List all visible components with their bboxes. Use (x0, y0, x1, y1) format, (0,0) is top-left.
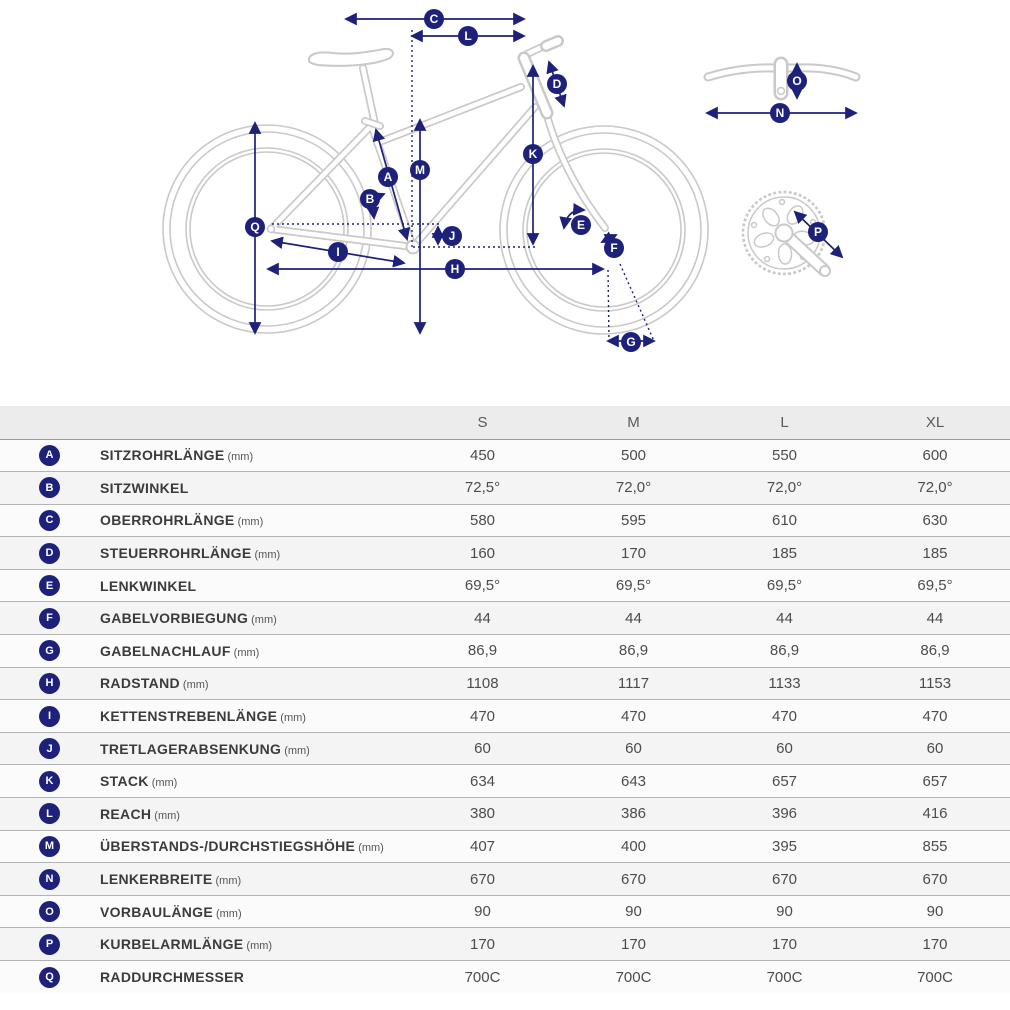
rear-dropout (268, 226, 275, 233)
row-badge-q-icon: Q (39, 967, 60, 988)
value-cell: 386 (558, 798, 709, 831)
value-cell: 630 (860, 504, 1010, 537)
svg-text:F: F (610, 241, 618, 255)
row-label-cell (0, 928, 407, 961)
badge-a-icon (378, 167, 398, 187)
value-cell: 670 (558, 863, 709, 896)
row-label-cell (0, 667, 407, 700)
row-label-cell (0, 569, 407, 602)
row-badge-d-icon: D (39, 543, 60, 564)
value-cell: 670 (860, 863, 1010, 896)
row-label-cell (0, 765, 407, 798)
svg-text:O: O (792, 74, 802, 88)
value-cell: 657 (709, 765, 860, 798)
table-row (0, 798, 1010, 831)
value-cell: 407 (407, 830, 558, 863)
row-label-cell (0, 537, 407, 570)
value-cell: 90 (709, 895, 860, 928)
badge-c-icon (424, 9, 444, 29)
row-badge-k-icon: K (39, 771, 60, 792)
badge-i-icon (328, 242, 348, 262)
row-badge-f-icon: F (39, 608, 60, 629)
value-cell: 60 (558, 732, 709, 765)
row-unit: (mm) (237, 516, 264, 529)
badge-g-icon (621, 332, 641, 352)
row-label: KETTENSTREBENLÄNGE (mm) (100, 708, 306, 725)
column-header-s: S (407, 406, 558, 439)
value-cell: 44 (407, 602, 558, 635)
row-label-cell (0, 830, 407, 863)
table-row (0, 635, 1010, 668)
svg-text:D: D (552, 77, 562, 91)
value-cell: 470 (407, 700, 558, 733)
value-cell: 643 (558, 765, 709, 798)
row-label: KURBELARMLÄNGE (mm) (100, 936, 273, 953)
value-cell: 44 (558, 602, 709, 635)
row-label-cell (0, 504, 407, 537)
value-cell: 700C (407, 961, 558, 994)
value-cell: 580 (407, 504, 558, 537)
row-unit: (mm) (233, 646, 260, 659)
row-label: LENKERBREITE (mm) (100, 871, 242, 888)
value-cell: 400 (558, 830, 709, 863)
row-badge-a-icon: A (39, 445, 60, 466)
badge-o-icon (787, 71, 807, 91)
column-header-m: M (558, 406, 709, 439)
value-cell: 700C (558, 961, 709, 994)
value-cell: 72,0° (709, 472, 860, 505)
row-label-cell (0, 895, 407, 928)
value-cell: 470 (860, 700, 1010, 733)
value-cell: 72,0° (558, 472, 709, 505)
geometry-table (0, 406, 1010, 993)
svg-text:Q: Q (250, 220, 260, 234)
svg-text:G: G (626, 335, 636, 349)
table-header (0, 406, 1010, 439)
row-unit: (mm) (215, 907, 242, 920)
value-cell: 670 (709, 863, 860, 896)
row-unit: (mm) (280, 712, 306, 725)
column-header-xl: XL (860, 406, 1010, 439)
row-label-cell (0, 635, 407, 668)
row-badge-n-icon: N (39, 869, 60, 890)
row-label: GABELVORBIEGUNG (mm) (100, 610, 277, 627)
value-cell: 855 (860, 830, 1010, 863)
value-cell: 86,9 (860, 635, 1010, 668)
badge-q-icon (245, 217, 265, 237)
value-cell: 470 (558, 700, 709, 733)
row-unit: (mm) (284, 744, 310, 757)
value-cell: 1153 (860, 667, 1010, 700)
table-row (0, 504, 1010, 537)
svg-text:M: M (415, 163, 425, 177)
badge-e-icon (571, 215, 591, 235)
table-row (0, 928, 1010, 961)
badge-p-icon (808, 222, 828, 242)
row-badge-c-icon: C (39, 510, 60, 531)
row-badge-h-icon: H (39, 673, 60, 694)
corner-header (0, 406, 407, 439)
badge-h-icon (445, 259, 465, 279)
value-cell: 90 (860, 895, 1010, 928)
pedal-hole (820, 266, 830, 276)
value-cell: 86,9 (709, 635, 860, 668)
row-unit: (mm) (215, 875, 242, 888)
value-cell: 610 (709, 504, 860, 537)
row-label: VORBAULÄNGE (mm) (100, 903, 242, 920)
row-unit: (mm) (251, 614, 277, 627)
badge-f-icon (604, 238, 624, 258)
badge-n-icon (770, 103, 790, 123)
svg-text:E: E (576, 218, 586, 232)
row-label: GABELNACHLAUF (mm) (100, 642, 260, 659)
row-label-cell (0, 439, 407, 472)
geometry-diagram (0, 0, 1010, 406)
table-row (0, 667, 1010, 700)
value-cell: 470 (709, 700, 860, 733)
row-label: LENKWINKEL (100, 577, 197, 594)
row-unit: (mm) (154, 809, 180, 822)
table-row (0, 765, 1010, 798)
row-label: SITZWINKEL (100, 479, 189, 496)
value-cell: 657 (860, 765, 1010, 798)
value-cell: 670 (407, 863, 558, 896)
row-label: STEUERROHRLÄNGE (mm) (100, 545, 281, 562)
row-label-cell (0, 700, 407, 733)
row-badge-g-icon: G (39, 640, 60, 661)
row-label: OBERROHRLÄNGE (mm) (100, 512, 264, 529)
table-row (0, 830, 1010, 863)
row-badge-l-icon: L (39, 803, 60, 824)
value-cell: 185 (860, 537, 1010, 570)
table-row (0, 732, 1010, 765)
value-cell: 550 (709, 439, 860, 472)
row-unit: (mm) (246, 940, 273, 953)
value-cell: 380 (407, 798, 558, 831)
table-row (0, 961, 1010, 994)
badge-j-icon (442, 226, 462, 246)
row-unit: (mm) (227, 451, 254, 464)
value-cell: 634 (407, 765, 558, 798)
svg-text:B: B (365, 192, 375, 206)
handlebar-top-view (708, 64, 856, 95)
value-cell: 395 (709, 830, 860, 863)
row-badge-b-icon: B (39, 477, 60, 498)
value-cell: 69,5° (407, 569, 558, 602)
value-cell: 700C (860, 961, 1010, 994)
value-cell: 90 (407, 895, 558, 928)
table-row (0, 439, 1010, 472)
table-row (0, 602, 1010, 635)
value-cell: 595 (558, 504, 709, 537)
value-cell: 69,5° (558, 569, 709, 602)
value-cell: 170 (558, 537, 709, 570)
value-cell: 600 (860, 439, 1010, 472)
value-cell: 500 (558, 439, 709, 472)
row-label-cell (0, 732, 407, 765)
value-cell: 396 (709, 798, 860, 831)
badge-b-icon (360, 189, 380, 209)
row-label-cell (0, 798, 407, 831)
value-cell: 86,9 (558, 635, 709, 668)
badge-k-icon (523, 144, 543, 164)
svg-text:P: P (813, 225, 823, 239)
row-badge-m-icon: M (39, 836, 60, 857)
saddle (309, 49, 393, 66)
table-row (0, 472, 1010, 505)
value-cell: 69,5° (860, 569, 1010, 602)
crank-spindle (776, 225, 793, 242)
value-cell: 416 (860, 798, 1010, 831)
value-cell: 450 (407, 439, 558, 472)
row-unit: (mm) (254, 549, 281, 562)
row-unit: (mm) (182, 679, 209, 692)
column-header-l: L (709, 406, 860, 439)
value-cell: 185 (709, 537, 860, 570)
badge-d-icon (547, 74, 567, 94)
row-badge-i-icon: I (39, 706, 60, 727)
table-body (0, 439, 1010, 993)
row-badge-o-icon: O (39, 901, 60, 922)
row-label-cell (0, 472, 407, 505)
front-axle-vertical-line (608, 270, 609, 341)
value-cell: 700C (709, 961, 860, 994)
value-cell: 90 (558, 895, 709, 928)
value-cell: 1133 (709, 667, 860, 700)
value-cell: 170 (558, 928, 709, 961)
row-unit: (mm) (358, 842, 384, 855)
value-cell: 69,5° (709, 569, 860, 602)
value-cell: 1117 (558, 667, 709, 700)
value-cell: 170 (407, 928, 558, 961)
row-badge-j-icon: J (39, 738, 60, 759)
svg-text:A: A (383, 170, 393, 184)
value-cell: 60 (860, 732, 1010, 765)
row-unit: (mm) (151, 777, 178, 790)
value-cell: 170 (709, 928, 860, 961)
table-row (0, 537, 1010, 570)
table-row (0, 569, 1010, 602)
row-badge-e-icon: E (39, 575, 60, 596)
row-label: TRETLAGERABSENKUNG (mm) (100, 740, 310, 757)
svg-text:J: J (448, 229, 456, 243)
row-label-cell (0, 961, 407, 994)
svg-text:L: L (464, 29, 472, 43)
svg-text:N: N (775, 106, 785, 120)
value-cell: 72,5° (407, 472, 558, 505)
badge-l-icon (458, 26, 478, 46)
svg-text:I: I (336, 245, 340, 259)
value-cell: 72,0° (860, 472, 1010, 505)
row-label: SITZROHRLÄNGE (mm) (100, 447, 254, 464)
row-badge-p-icon: P (39, 934, 60, 955)
row-label-cell (0, 602, 407, 635)
value-cell: 86,9 (407, 635, 558, 668)
value-cell: 44 (709, 602, 860, 635)
table-row (0, 863, 1010, 896)
table-row (0, 700, 1010, 733)
value-cell: 170 (860, 928, 1010, 961)
svg-text:K: K (528, 147, 538, 161)
badge-m-icon (410, 160, 430, 180)
row-label: ÜBERSTANDS-/DURCHSTIEGSHÖHE (mm) (100, 838, 384, 855)
row-label: REACH (mm) (100, 805, 180, 822)
row-label: RADSTAND (mm) (100, 675, 209, 692)
value-cell: 60 (407, 732, 558, 765)
table-row (0, 895, 1010, 928)
svg-text:H: H (450, 262, 460, 276)
row-label: STACK (mm) (100, 773, 178, 790)
bike-diagram-svg (0, 0, 1010, 406)
row-label: RADDURCHMESSER (100, 969, 245, 986)
svg-text:C: C (429, 12, 439, 26)
value-cell: 160 (407, 537, 558, 570)
row-label-cell (0, 863, 407, 896)
value-cell: 60 (709, 732, 860, 765)
value-cell: 44 (860, 602, 1010, 635)
value-cell: 1108 (407, 667, 558, 700)
